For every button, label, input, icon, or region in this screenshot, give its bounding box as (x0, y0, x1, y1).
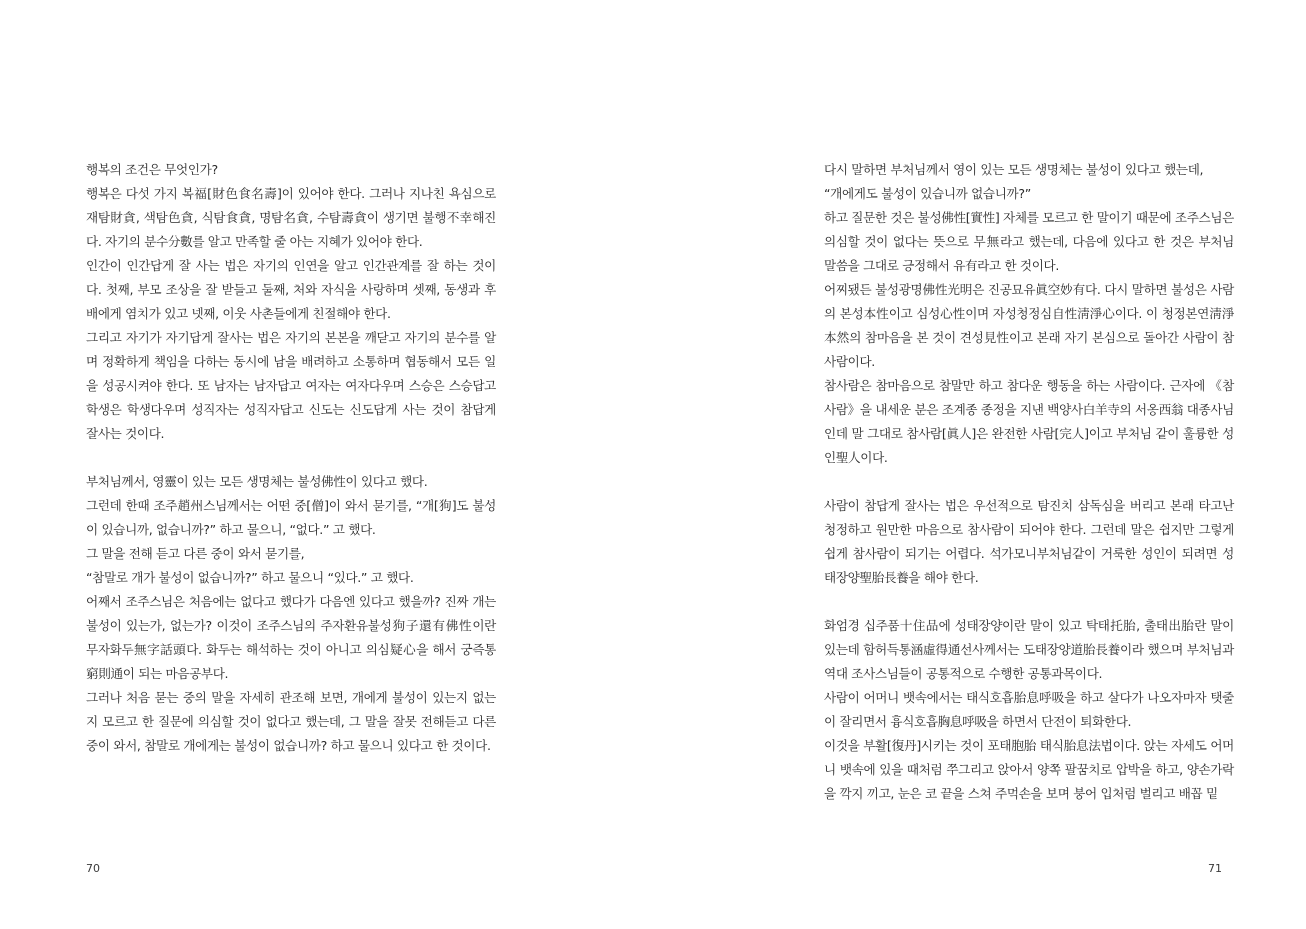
paragraph: 참사람은 참마음으로 참말만 하고 참다운 행동을 하는 사람이다. 근자에 《참사람》을 내세운 분은 조계종 종정을 지낸 백양사白羊寺의 서옹西翁 대종사님인데 말 그대로 참사람[眞人]은 완전한 사람[完人]이고 부처님 같이 훌륭한 성인聖人이다. (824, 378, 1234, 465)
paragraph: 다시 말하면 부처님께서 영이 있는 모든 생명체는 불성이 있다고 했는데, (824, 162, 1204, 177)
paragraph: 화엄경 십주품十住品에 성태장양이란 말이 있고 탁태托胎, 출태出胎란 말이 있는데 함허득통涵虛得通선사께서는 도태장양道胎長養이라 했으며 부처님과 역대 조사스님들이 공통적으로 수행한 공통과목이다. (824, 618, 1234, 681)
paragraph: 이것을 부활[復丹]시키는 것이 포태胞胎 태식胎息法법이다. 앉는 자세도 어머니 뱃속에 있을 때처럼 쭈그리고 앉아서 양쪽 팔꿈치로 압박을 하고, 양손가락을 깍지 끼고, 눈은 코 끝을 스쳐 주먹손을 보며 붕어 입처럼 벌리고 배꼽 밑 (824, 738, 1234, 801)
left-page-body (86, 158, 496, 758)
paragraph: 사람이 참답게 잘사는 법은 우선적으로 탐진치 삼독심을 버리고 본래 타고난 청정하고 원만한 마음으로 참사람이 되어야 한다. 그런데 말은 쉽지만 그렇게 쉽게 참사람이 되기는 어렵다. 석가모니부처님같이 거룩한 성인이 되려면 성태장양聖胎長養을 해야 한다. (824, 498, 1234, 585)
paragraph: 부처님께서, 영靈이 있는 모든 생명체는 불성佛性이 있다고 했다. (86, 474, 428, 489)
right-page-body (824, 158, 1234, 806)
paragraph: 행복은 다섯 가지 복福[財色食名壽]이 있어야 한다. 그러나 지나친 욕심으로 재탐財貪, 색탐色貪, 식탐食貪, 명탐名貪, 수탐壽貪이 생기면 불행不幸해진다. 자기의 분수分數를 알고 만족할 줄 아는 지혜가 있어야 한다. (86, 186, 496, 249)
paragraph: 인간이 인간답게 잘 사는 법은 자기의 인연을 알고 인간관계를 잘 하는 것이다. 첫째, 부모 조상을 잘 받들고 둘째, 처와 자식을 사랑하며 셋째, 동생과 후배에게 염치가 있고 넷째, 이웃 사촌들에게 친절해야 한다. (86, 258, 496, 321)
paragraph: “개에게도 불성이 있습니까 없습니까?” (824, 186, 1031, 201)
page-number-left: 70 (86, 862, 100, 875)
paragraph: “참말로 개가 불성이 없습니까?” 하고 물으니 “있다.” 고 했다. (86, 570, 414, 585)
paragraph: 그러나 처음 묻는 중의 말을 자세히 관조해 보면, 개에게 불성이 있는지 없는지 모르고 한 질문에 의심할 것이 없다고 했는데, 그 말을 잘못 전해듣고 다른 중이 와서, 참말로 개에게는 불성이 없습니까? 하고 물으니 있다고 한 것이다. (86, 690, 496, 753)
right-page (653, 0, 1306, 929)
page-number-right: 71 (1208, 862, 1222, 875)
paragraph: 행복의 조건은 무엇인가? (86, 162, 218, 177)
paragraph: 어째서 조주스님은 처음에는 없다고 했다가 다음엔 있다고 했을까? 진짜 개는 불성이 있는가, 없는가? 이것이 조주스님의 주자환유불성狗子還有佛性이란 무자화두無字話頭다. 화두는 해석하는 것이 아니고 의심疑心을 해서 궁즉통窮則通이 되는 마음공부다. (86, 594, 496, 681)
paragraph: 어찌됐든 불성광명佛性光明은 진공묘유眞空妙有다. 다시 말하면 불성은 사람의 본성本性이고 심성心性이며 자성청정심自性淸淨心이다. 이 청정본연淸淨本然의 참마음을 본 것이 견성見性이고 본래 자기 본심으로 돌아간 사람이 참사람이다. (824, 282, 1234, 369)
paragraph: 그리고 자기가 자기답게 잘사는 법은 자기의 본본을 깨닫고 자기의 분수를 알며 정확하게 책임을 다하는 동시에 남을 배려하고 소통하며 협동해서 모든 일을 성공시켜야 한다. 또 남자는 남자답고 여자는 여자다우며 스승은 스승답고 학생은 학생다우며 성직자는 성직자답고 신도는 신도답게 사는 것이 참답게 잘사는 것이다. (86, 330, 496, 441)
paragraph: 그 말을 전해 듣고 다른 중이 와서 묻기를, (86, 546, 305, 561)
paragraph: 사람이 어머니 뱃속에서는 태식호흡胎息呼吸을 하고 살다가 나오자마자 탯줄이 잘리면서 흉식호흡胸息呼吸을 하면서 단전이 퇴화한다. (824, 690, 1234, 729)
paragraph: 하고 질문한 것은 불성佛性[實性] 자체를 모르고 한 말이기 때문에 조주스님은 의심할 것이 없다는 뜻으로 무無라고 했는데, 다음에 있다고 한 것은 부처님 말씀을 그대로 긍정해서 유有라고 한 것이다. (824, 210, 1235, 273)
paragraph: 그런데 한때 조주趙州스님께서는 어떤 중[僧]이 와서 묻기를, “개[狗]도 불성이 있습니까, 없습니까?” 하고 물으니, “없다.” 고 했다. (86, 498, 496, 537)
